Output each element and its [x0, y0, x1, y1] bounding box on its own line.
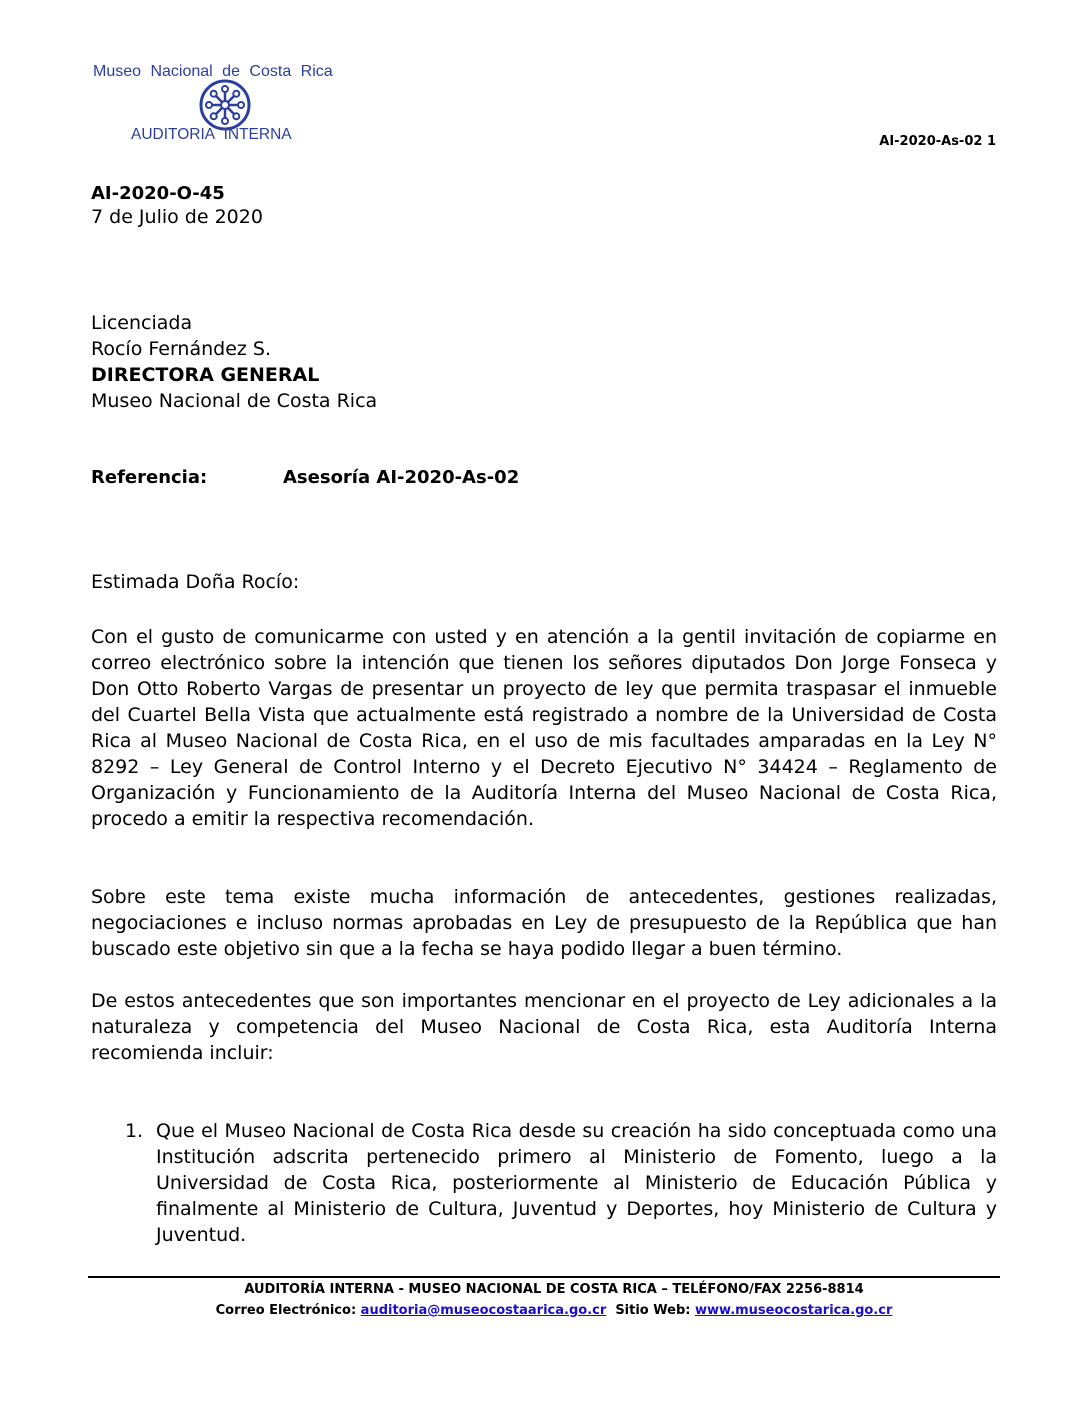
- salutation: Estimada Doña Rocío:: [91, 571, 300, 593]
- footer-links-line: [0, 1303, 1088, 1318]
- letterhead-museum-name: Museo Nacional de Costa Rica: [93, 63, 333, 80]
- museum-emblem-icon: [199, 79, 251, 131]
- footer-email-link[interactable]: auditoria@museocostaarica.go.cr: [360, 1303, 607, 1318]
- recipient-block: [91, 310, 377, 414]
- body-paragraph: Con el gusto de comunicarme con usted y en atención a la gentil invitación de copiarme en correo electrónico sobre la intención que tienen los señores diputados Don Jorge Fonseca y Don Otto Roberto Vargas de presentar un proyecto de ley que permita traspasar el inmueble del Cuartel Bella Vista que actualmente está registrado a nombre de la Universidad de Costa Rica al Museo Nacional de Costa Rica, en el uso de mis facultades amparadas en la Ley N° 8292 – Ley General de Control Interno y el Decreto Ejecutivo N° 34424 – Reglamento de Organización y Funcionamiento de la Auditoría Interna del Museo Nacional de Costa Rica, procedo a emitir la respectiva recomendación.: [91, 626, 997, 830]
- recipient-name: Rocío Fernández S.: [91, 338, 272, 360]
- reference-line: [91, 467, 520, 488]
- footer-email-label: Correo Electrónico:: [215, 1303, 357, 1318]
- letter-date: 7 de Julio de 2020: [91, 206, 263, 228]
- footer-web-link[interactable]: www.museocostarica.go.cr: [695, 1303, 893, 1318]
- recipient-position: DIRECTORA GENERAL: [91, 364, 320, 386]
- body-paragraph: Sobre este tema existe mucha información de antecedentes, gestiones realizadas, negociaciones e incluso normas aprobadas en Ley de presupuesto de la República que han buscado este objetivo sin que a la fecha se haya podido llegar a buen término.: [91, 886, 997, 960]
- footer-divider: [88, 1276, 1000, 1278]
- recipient-institution: Museo Nacional de Costa Rica: [91, 390, 378, 412]
- list-item-text: Que el Museo Nacional de Costa Rica desde su creación ha sido conceptuada como una Institución adscrita pertenecido primero al Ministerio de Fomento, luego a la Universidad de Costa Rica, posteriormente al Ministerio de Educación Pública y finalmente al Ministerio de Cultura, Juventud y Deportes, hoy Ministerio de Cultura y Juventud.: [156, 1120, 997, 1246]
- list-item-number: 1.: [125, 1120, 144, 1142]
- recipient-title: Licenciada: [91, 312, 193, 334]
- body-paragraph: De estos antecedentes que son importantes mencionar en el proyecto de Ley adicionales a la naturaleza y competencia del Museo Nacional de Costa Rica, esta Auditoría Interna recomienda incluir:: [91, 990, 997, 1064]
- reference-number: AI-2020-O-45: [91, 183, 225, 204]
- reference-label: Referencia:: [91, 467, 208, 488]
- footer-web-label: Sitio Web:: [615, 1303, 691, 1318]
- reference-value: Asesoría AI-2020-As-02: [283, 467, 520, 488]
- document-code: AI-2020-As-02 1: [879, 134, 996, 149]
- letterhead-department: AUDITORIA INTERNA: [131, 126, 292, 143]
- footer-contact-line: AUDITORÍA INTERNA - MUSEO NACIONAL DE COSTA RICA – TELÉFONO/FAX 2256-8814: [244, 1282, 864, 1297]
